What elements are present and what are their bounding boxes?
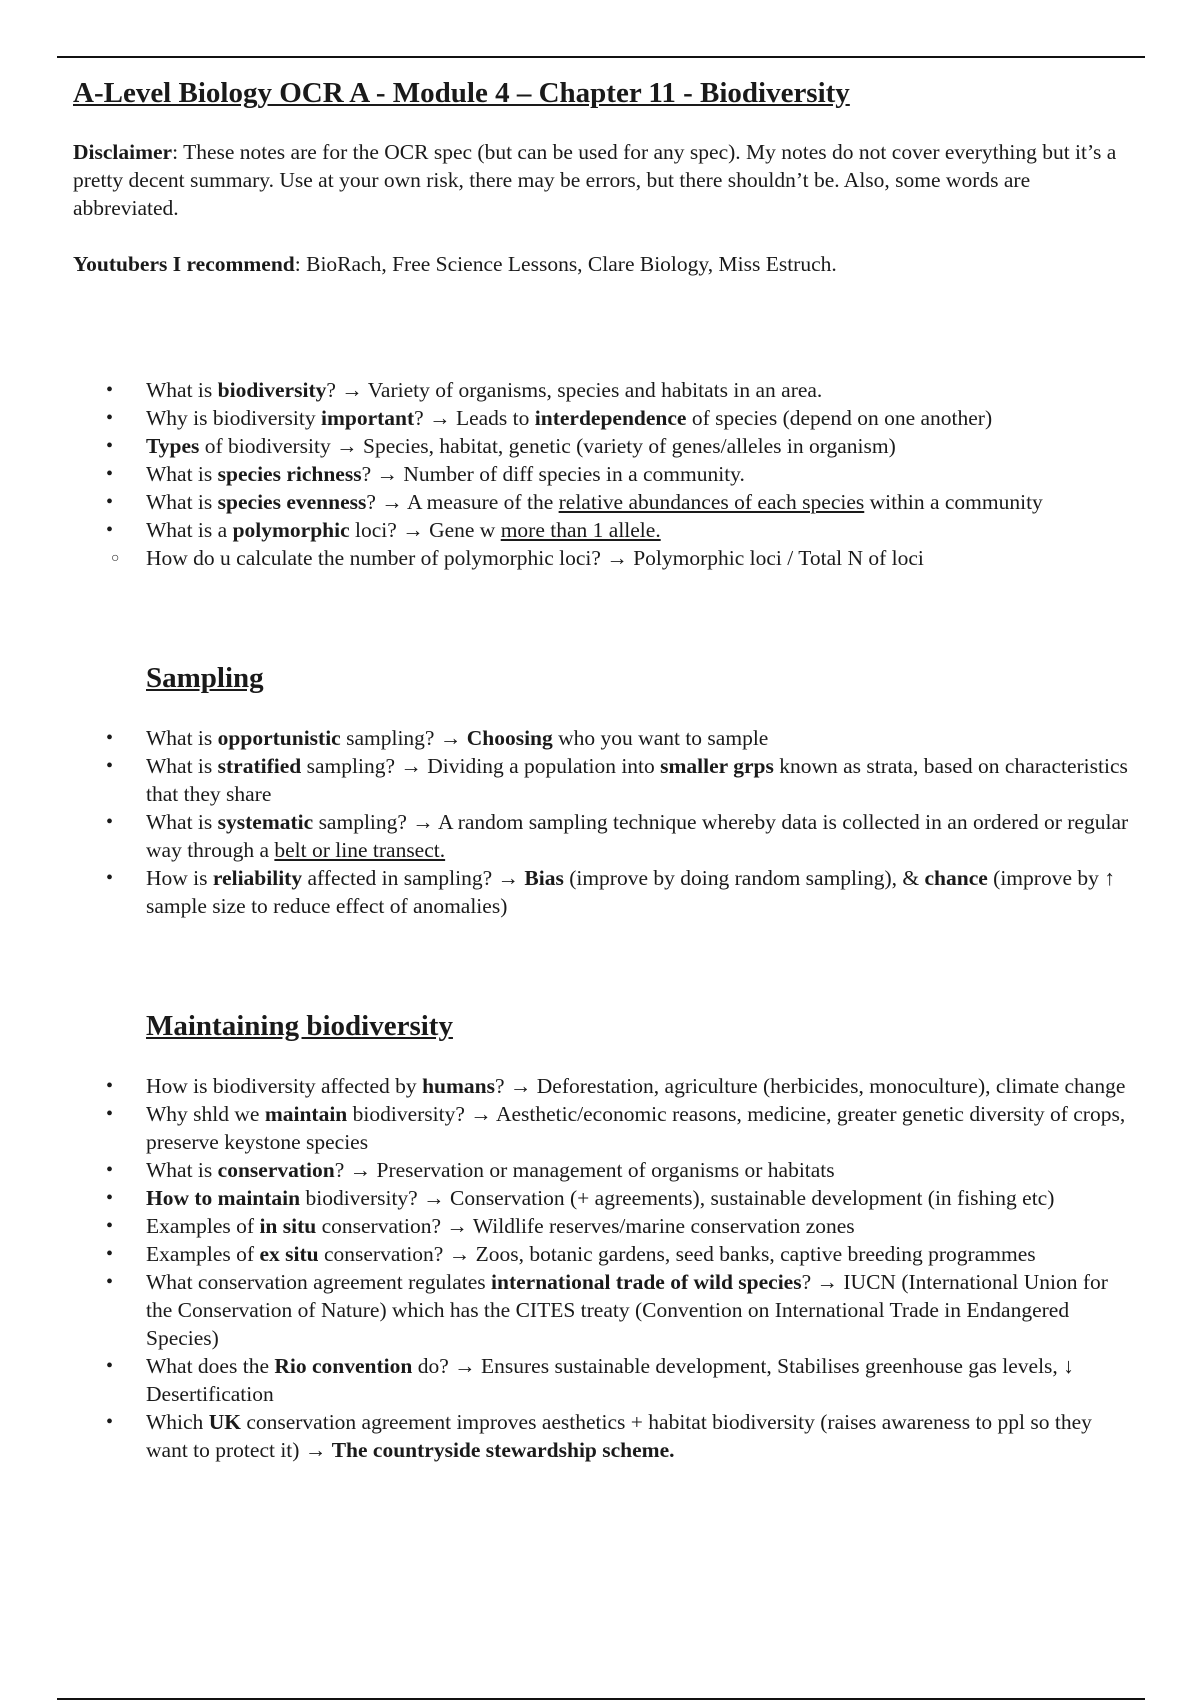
section-heading-sampling: Sampling bbox=[146, 662, 264, 694]
youtubers-paragraph bbox=[73, 250, 1133, 278]
list-item: • What is species evenness? → A measure of the relative abundances of each species within a community bbox=[106, 490, 1043, 514]
disclaimer-text: : These notes are for the OCR spec (but can be used for any spec). My notes do not cover everything but it’s a pretty decent summary. Use at your own risk, there may be errors, but there shouldn’t be. Also, some words are abbreviated. bbox=[73, 140, 1117, 220]
maintaining-list bbox=[73, 1072, 1133, 1464]
list-item: • What is species richness? → Number of diff species in a community. bbox=[106, 462, 745, 486]
section-heading-maintaining: Maintaining biodiversity bbox=[146, 1010, 453, 1042]
list-item: • Why shld we maintain biodiversity? → Aesthetic/economic reasons, medicine, greater genetic diversity of crops, preserve keystone species bbox=[106, 1102, 1126, 1154]
list-item: • How is biodiversity affected by humans? → Deforestation, agriculture (herbicides, monoculture), climate change bbox=[106, 1074, 1126, 1098]
list-item: • Types of biodiversity → Species, habitat, genetic (variety of genes/alleles in organism) bbox=[106, 434, 896, 458]
list-item: • Examples of ex situ conservation? → Zoos, botanic gardens, seed banks, captive breeding programmes bbox=[106, 1242, 1036, 1266]
list-item: • Which UK conservation agreement improves aesthetics + habitat biodiversity (raises awareness to ppl so they want to protect it) → The countryside stewardship scheme. bbox=[106, 1410, 1092, 1462]
list-item: • How to maintain biodiversity? → Conservation (+ agreements), sustainable development (in fishing etc) bbox=[106, 1186, 1055, 1210]
youtubers-text: : BioRach, Free Science Lessons, Clare Biology, Miss Estruch. bbox=[294, 252, 837, 276]
intro-list bbox=[73, 376, 1133, 572]
list-item: • What does the Rio convention do? → Ensures sustainable development, Stabilises greenhouse gas levels, ↓ Desertification bbox=[106, 1354, 1074, 1406]
list-item: • What conservation agreement regulates international trade of wild species? → IUCN (International Union for the Conservation of Nature) which has the CITES treaty (Convention on International Trade in Endangered Species) bbox=[106, 1270, 1108, 1350]
disclaimer-paragraph bbox=[73, 138, 1133, 222]
page-title: A-Level Biology OCR A - Module 4 – Chapter 11 - Biodiversity bbox=[73, 77, 850, 109]
list-item: • Why is biodiversity important? → Leads to interdependence of species (depend on one another) bbox=[106, 406, 993, 430]
list-item: • What is biodiversity? → Variety of organisms, species and habitats in an area. bbox=[106, 378, 823, 402]
list-item: • How is reliability affected in sampling? → Bias (improve by doing random sampling), & chance (improve by ↑ sample size to reduce effect of anomalies) bbox=[106, 866, 1115, 918]
list-item: • What is conservation? → Preservation or management of organisms or habitats bbox=[106, 1158, 835, 1182]
list-item: • What is systematic sampling? → A random sampling technique whereby data is collected in an ordered or regular way through a belt or line transect. bbox=[106, 810, 1129, 862]
youtubers-label: Youtubers I recommend bbox=[73, 252, 295, 276]
document-page bbox=[73, 74, 1133, 1464]
list-item: • What is opportunistic sampling? → Choosing who you want to sample bbox=[106, 726, 769, 750]
disclaimer-label: Disclaimer bbox=[73, 140, 173, 164]
list-item: • Examples of in situ conservation? → Wildlife reserves/marine conservation zones bbox=[106, 1214, 855, 1238]
list-item: • What is stratified sampling? → Dividing a population into smaller grps known as strata, based on characteristics that they share bbox=[106, 754, 1128, 806]
list-item: • What is a polymorphic loci? → Gene w more than 1 allele. ○ How do u calculate the number of polymorphic loci? → Polymorphic loci / Total N of loci bbox=[73, 516, 1133, 572]
top-rule bbox=[57, 56, 1145, 58]
sampling-list bbox=[73, 724, 1133, 920]
sub-list bbox=[73, 544, 1133, 572]
sub-list-item: ○ How do u calculate the number of polymorphic loci? → Polymorphic loci / Total N of loci bbox=[111, 546, 924, 570]
